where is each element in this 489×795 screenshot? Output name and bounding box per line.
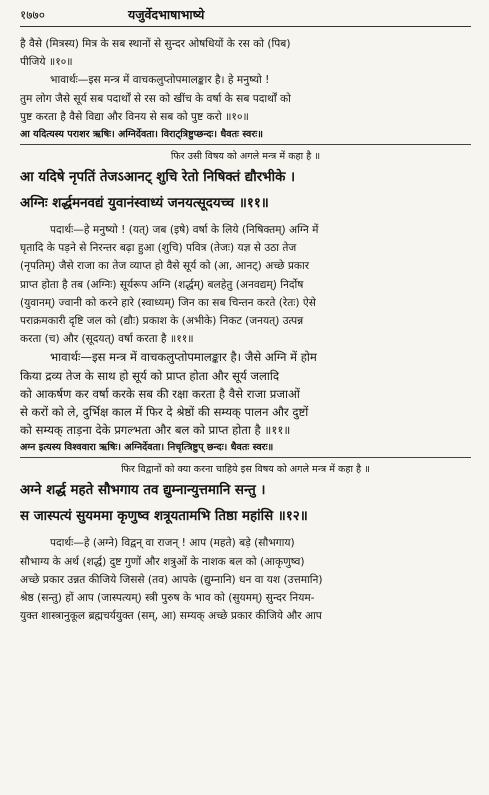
text-line: (युवानम्) ज्वानी को करने हारे (स्वाध्यम्) जिन का सब चिन्तन करते (रेतः) ऐसे xyxy=(20,296,316,309)
text-line: घृतादि के पड़ने से निरन्तर बढ़ा हुआ (शुचि) पवित्र (तेजः) यज्ञ से उठा तेज xyxy=(20,242,297,255)
rishi-devata-line: अग्न इत्यस्य विश्ववारा ऋषिः। अग्निर्देवता। निचृत्त्रिष्टुप् छन्दः। धैवतः स्वरः॥ xyxy=(20,439,471,458)
subject-intro-line: फिर उसी विषय को अगले मन्त्र में कहा है ॥ xyxy=(170,151,321,163)
text-line: किया द्रव्य तेज के साथ हो सूर्य को प्राप्त होता और सूर्य जलादि xyxy=(20,368,280,383)
running-title: यजुर्वेदभाषाभाष्ये xyxy=(128,7,205,22)
text-line: सौभाग्य के अर्थ (शर्द्ध) दुष्ट गुणों और शत्रुओं के नाशक बल को (आकृणुष्व) xyxy=(20,555,305,568)
text-line: श्रेष्ठ (सन्तु) हों आप (जास्पत्यम्) स्त्री पुरुष के भाव को (सुयमम्) सुन्दर नियम- xyxy=(20,592,315,605)
page-number: १७७० xyxy=(20,8,45,22)
page-header xyxy=(20,6,471,27)
padarth-line: पदार्थः—हे मनुष्यो ! (यत्) जब (इषे) वर्षा के लिये (निषिक्तम्) अग्नि में xyxy=(50,224,319,237)
text-line: को सम्यक् ताड़ना देके प्रगल्भता और बल को प्राप्त होता है ॥११॥ xyxy=(20,423,291,438)
text-line: करता (च) और (सूदयत्) वर्षा करता है ॥११॥ xyxy=(20,333,194,346)
padarth-line: पदार्थः—हे (अग्ने) विद्वन् वा राजन् ! आप (महते) बड़े (सौभगाय) xyxy=(50,537,295,550)
subject-intro-line: फिर विद्वानों को क्या करना चाहिये इस विषय को अगले मन्त्र में कहा है ॥ xyxy=(121,464,370,476)
mantra-line: अग्निः शर्द्धमनवद्यं युवानंस्वाध्यं जनयत्सूदयच्च ॥११॥ xyxy=(20,196,269,212)
text-line: पीजिये ॥१०॥ xyxy=(20,56,73,69)
text-line: से करों को ले, दुर्भिक्ष काल में फिर दे श्रेष्ठों की सम्यक् पालन और दुष्टों xyxy=(20,405,309,420)
text-line: तुम लोग जैसे सूर्य सब पदार्थों से रस को खींच के वर्षा के सब पदार्थों को xyxy=(20,92,291,105)
mantra-line: अग्ने शर्द्ध महते सौभगाय तव द्युम्नान्युत्तमानि सन्तु । xyxy=(20,483,266,499)
text-line: प्राप्त होता है तब (अग्निः) सूर्यरूप अग्नि (शर्द्धम्) बलहेतु (अनवद्यम्) निर्दोष xyxy=(20,278,304,291)
text-line: पुष्ट करता है वैसे विद्या और विनय से सब को पुष्ट करो ॥१०॥ xyxy=(20,110,249,123)
text-line: अच्छे प्रकार उन्नत कीजिये जिससे (तव) आपके (द्युम्नानि) धन वा यश (उत्तमानि) xyxy=(20,573,323,586)
text-line: (नृपतिम्) जैसे राजा का तेज व्याप्त हो वैसे सूर्य को (आ, आनट्) अच्छे प्रकार xyxy=(20,260,310,273)
mantra-line: आ यदिषे नृपतिं तेजऽआनट् शुचि रेतो निषिक्तं द्यौरभीके । xyxy=(20,170,296,186)
text-line: युक्त शास्त्रानुकूल ब्रह्मचर्ययुक्त (सम्, आ) सम्यक् अच्छे प्रकार कीजिये और आप xyxy=(20,610,322,623)
text-line: पराक्रमकारी दृष्टि जल को (द्यौः) प्रकाश के (अभीके) निकट (जनयत्) उत्पन्न xyxy=(20,315,304,328)
page-body xyxy=(20,35,471,625)
text-line: को आकर्षण कर वर्षा करके सब की रक्षा करता है वैसे राजा प्रजाओं xyxy=(20,386,300,401)
bhavarth-line: भावार्थः—इस मन्त्र में वाचकलुप्तोपमालङ्कार है। जैसे अग्नि में होम xyxy=(50,350,317,365)
mantra-line: स जास्पत्यं सुयममा कृणुष्व शत्रूयतामभि तिष्ठा महांसि ॥१२॥ xyxy=(20,509,308,525)
text-line: है वैसे (मित्रस्य) मित्र के सब स्थानों से सुन्दर ओषधियों के रस को (पिब) xyxy=(20,38,291,50)
bhavarth-line: भावार्थः—इस मन्त्र में वाचकलुप्तोपमालङ्कार है। हे मनुष्यो ! xyxy=(50,74,270,87)
rishi-devata-line: आ यदित्यस्य पराशर ऋषिः। अग्निर्देवता। विराट्त्रिष्टुप्छन्दः। धैवतः स्वरः॥ xyxy=(20,126,471,145)
